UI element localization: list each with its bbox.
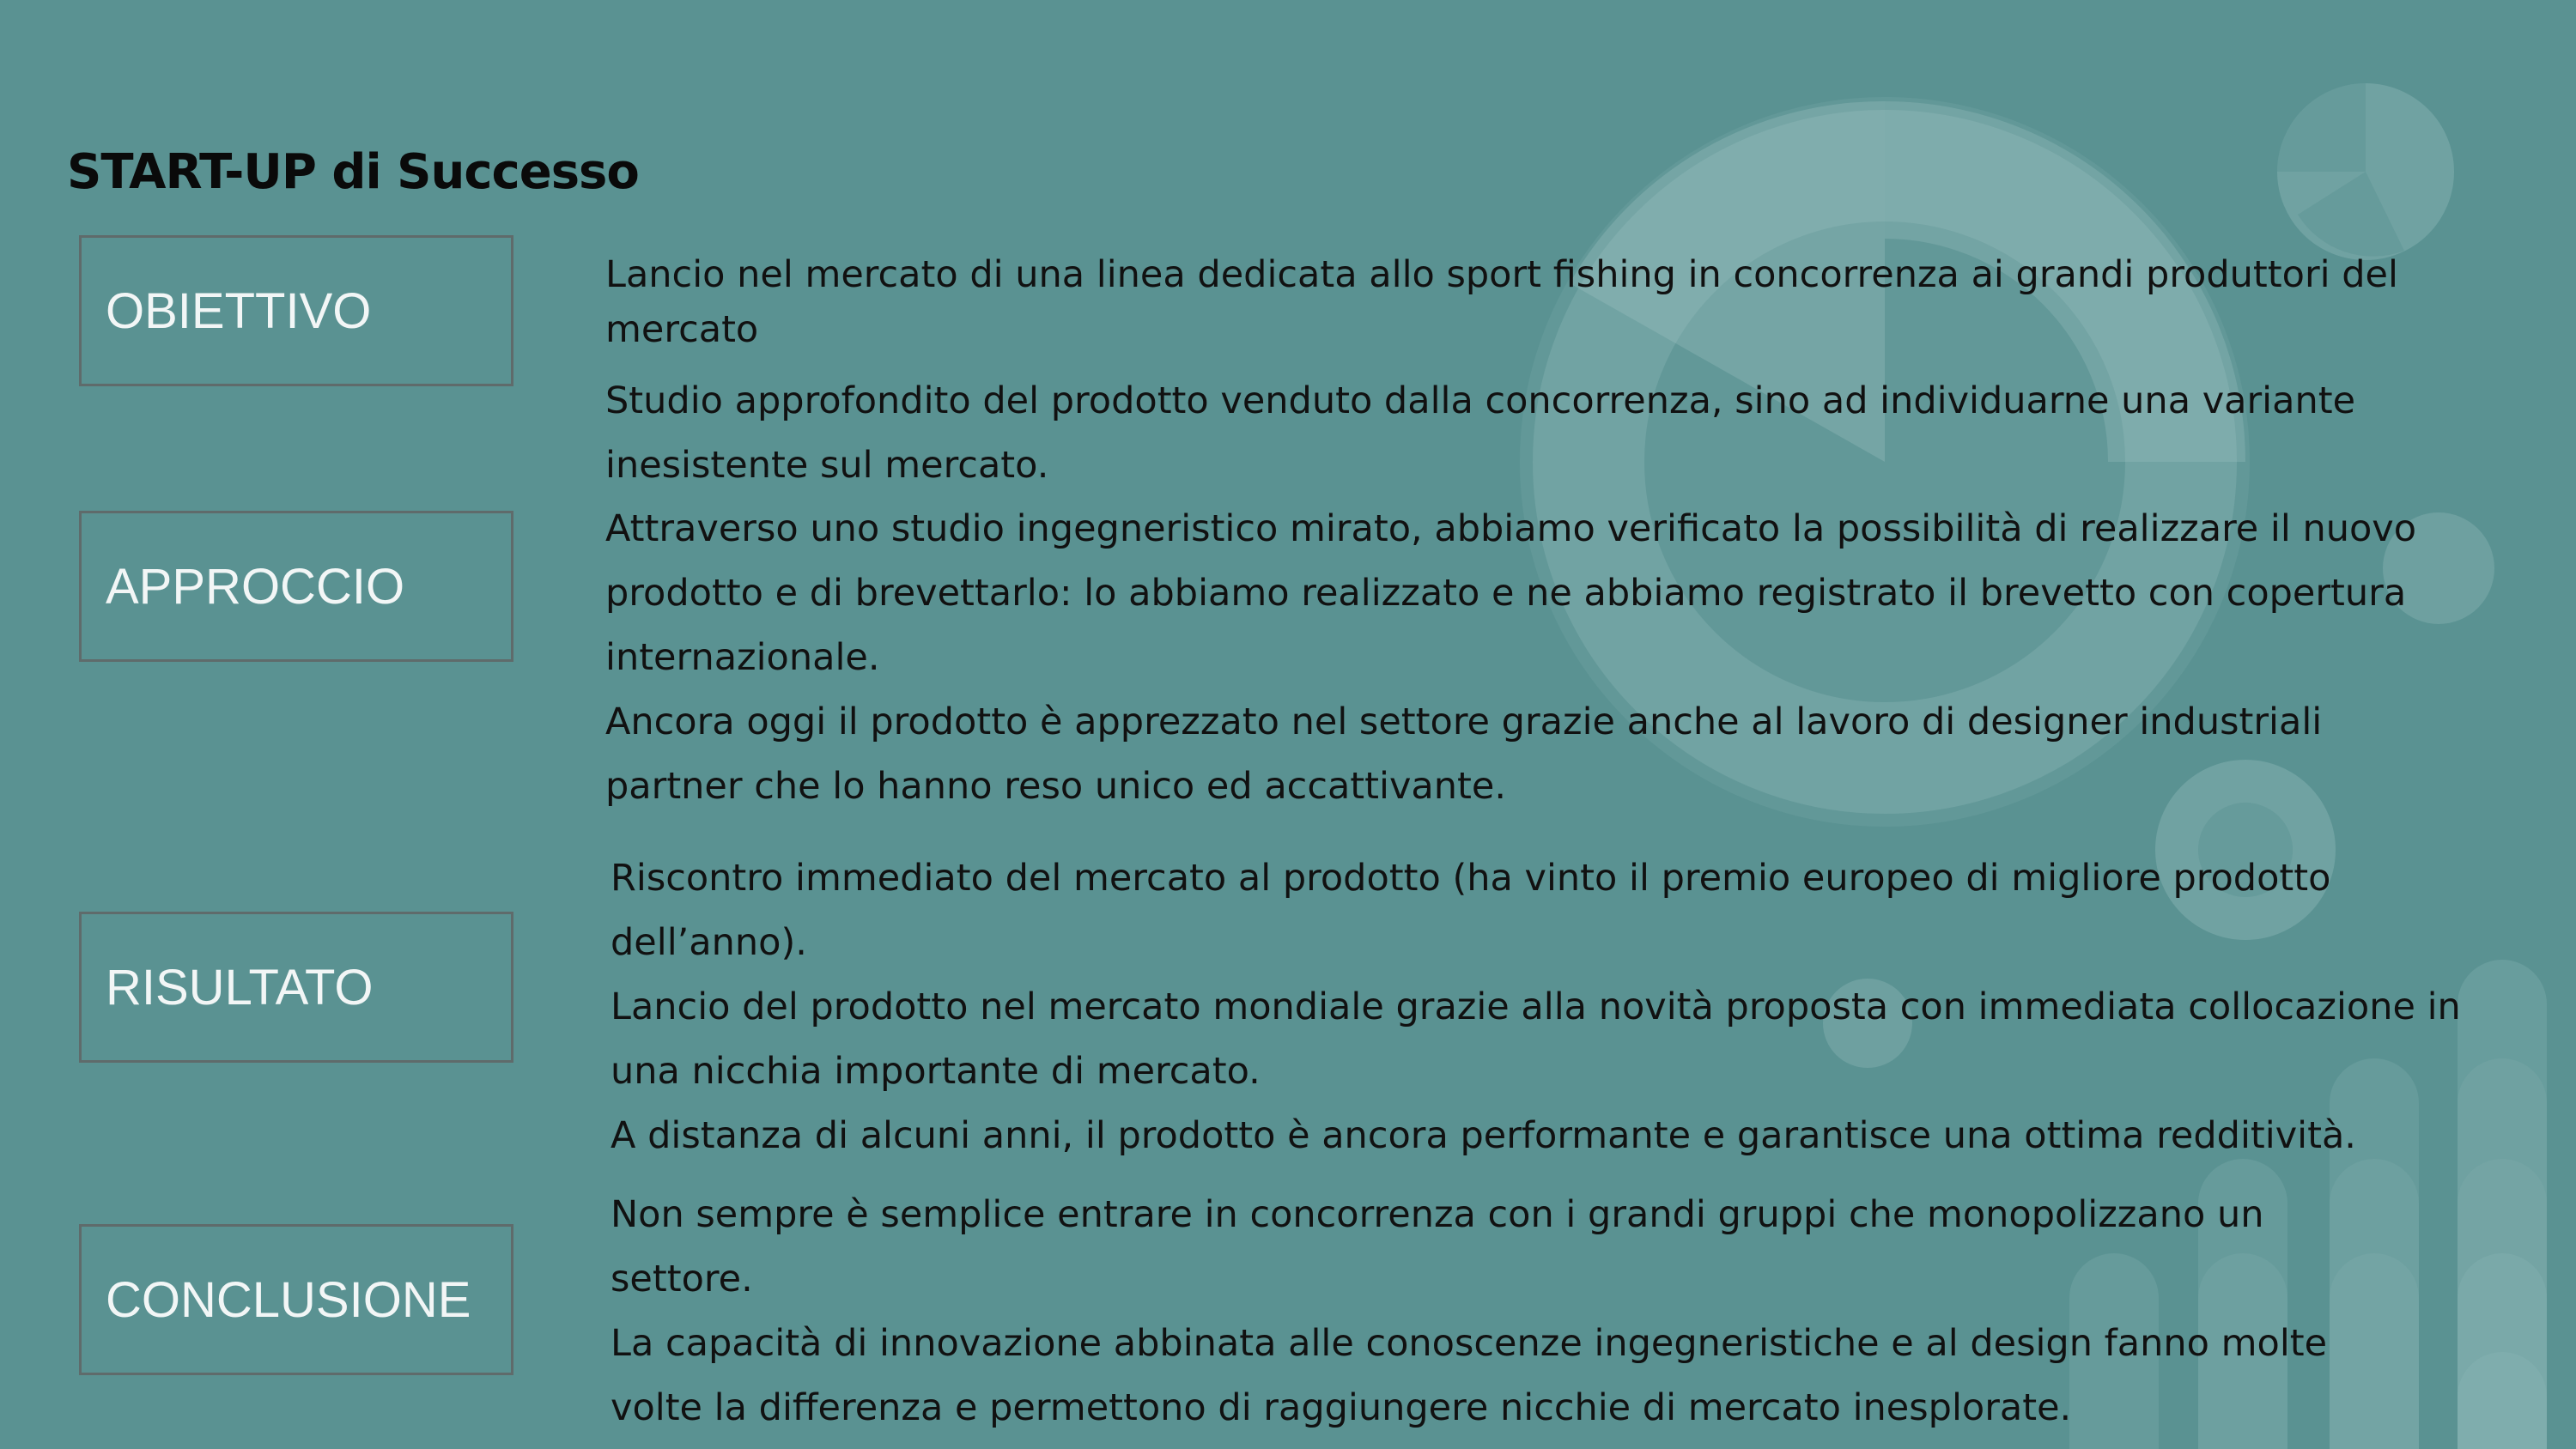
label-approccio: APPROCCIO bbox=[79, 511, 513, 662]
label-obiettivo: OBIETTIVO bbox=[79, 235, 513, 386]
section-conclusione-text bbox=[611, 1183, 2414, 1440]
label-risultato: RISULTATO bbox=[79, 912, 513, 1063]
approccio-paragraph-2: Ancora oggi il prodotto è apprezzato nel settore grazie anche al lavoro di designer industriali partner che lo hanno reso unico ed accattivante. bbox=[605, 700, 2323, 808]
section-approccio-text bbox=[605, 497, 2469, 819]
conclusione-paragraph-2: La capacità di innovazione abbinata alle conoscenze ingegneristiche e al design fanno molte volte la differenza e permettono di raggiungere nicchie di mercato inesplorate. bbox=[611, 1322, 2328, 1429]
risultato-paragraph-3: A distanza di alcuni anni, il prodotto è ancora performante e garantisce una ottima redditività. bbox=[611, 1114, 2356, 1157]
label-conclusione: CONCLUSIONE bbox=[79, 1224, 513, 1375]
section-obiettivo-text bbox=[605, 247, 2469, 498]
obiettivo-paragraph-2: Studio approfondito del prodotto venduto dalla concorrenza, sino ad individuarne una variante inesistente sul mercato. bbox=[605, 379, 2356, 487]
obiettivo-paragraph-1: Lancio nel mercato di una linea dedicata allo sport fishing in concorrenza ai grandi produttori del mercato bbox=[605, 253, 2398, 351]
approccio-paragraph-1: Attraverso uno studio ingegneristico mirato, abbiamo verificato la possibilità di realizzare il nuovo prodotto e di brevettarlo: lo abbiamo realizzato e ne abbiamo registrato il brevetto con copertura internazionale. bbox=[605, 507, 2417, 679]
risultato-paragraph-1: Riscontro immediato del mercato al prodotto (ha vinto il premio europeo di migliore prodotto dell’anno). bbox=[611, 857, 2331, 964]
risultato-paragraph-2: Lancio del prodotto nel mercato mondiale grazie alla novità proposta con immediata collocazione in una nicchia importante di mercato. bbox=[611, 985, 2461, 1093]
section-risultato-text bbox=[611, 846, 2482, 1168]
conclusione-paragraph-1: Non sempre è semplice entrare in concorrenza con i grandi gruppi che monopolizzano un settore. bbox=[611, 1193, 2264, 1300]
slide-title: START-UP di Successo bbox=[67, 144, 639, 200]
